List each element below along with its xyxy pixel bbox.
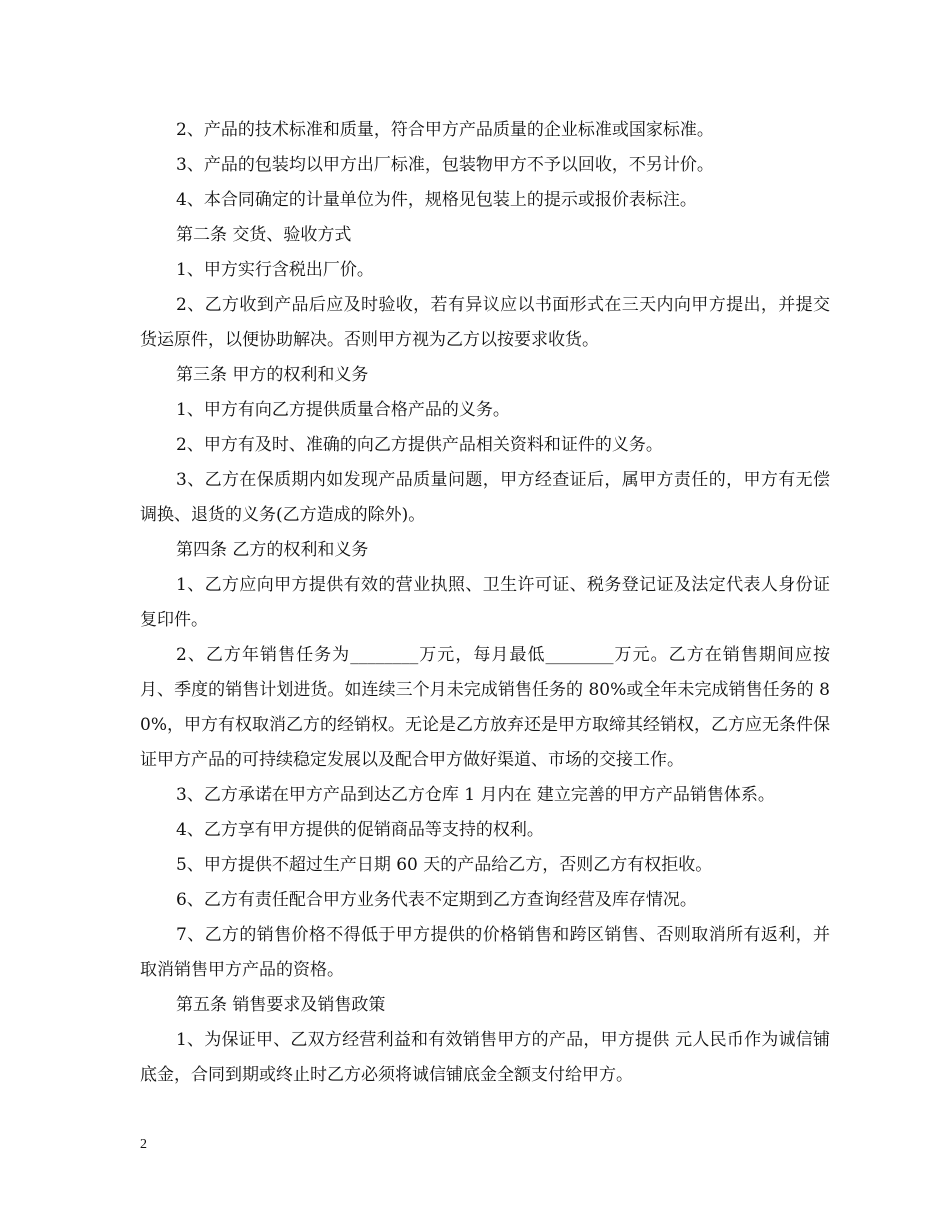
paragraph: 1、甲方有向乙方提供质量合格产品的义务。 bbox=[176, 400, 510, 420]
paragraph: 6、乙方有责任配合甲方业务代表不定期到乙方查询经营及库存情况。 bbox=[176, 890, 697, 910]
paragraph: 4、本合同确定的计量单位为件，规格见包装上的提示或报价表标注。 bbox=[176, 190, 697, 210]
paragraph: 1、甲方实行含税出厂价。 bbox=[176, 260, 374, 280]
page-number: 2 bbox=[140, 1137, 147, 1152]
paragraph: 3、乙方在保质期内如发现产品质量问题，甲方经查证后，属甲方责任的，甲方有无偿调换、退货的义务(乙方造成的除外)。 bbox=[140, 470, 830, 525]
paragraph: 7、乙方的销售价格不得低于甲方提供的价格销售和跨区销售、否则取消所有返利，并取消销售甲方产品的资格。 bbox=[140, 925, 830, 980]
paragraph: 2、乙方年销售任务为________万元，每月最低________万元。乙方在销售期间应按月、季度的销售计划进货。如连续三个月未完成销售任务的 80%或全年未完成销售任务的 80%，甲方有权取消乙方的经销权。无论是乙方放弃还是甲方取缔其经销权，乙方应无条件保证甲方产品的可持续稳定发展以及配合甲方做好渠道、市场的交接工作。 bbox=[140, 645, 830, 770]
paragraph: 4、乙方享有甲方提供的促销商品等支持的权利。 bbox=[176, 820, 544, 840]
paragraph: 3、乙方承诺在甲方产品到达乙方仓库 1 月内在 建立完善的甲方产品销售体系。 bbox=[176, 785, 775, 805]
section-heading: 第三条 甲方的权利和义务 bbox=[176, 365, 369, 385]
document-body bbox=[140, 113, 830, 1093]
section-heading: 第五条 销售要求及销售政策 bbox=[176, 995, 386, 1015]
paragraph: 1、为保证甲、乙双方经营利益和有效销售甲方的产品，甲方提供 元人民币作为诚信铺底金，合同到期或终止时乙方必须将诚信铺底金全额支付给甲方。 bbox=[140, 1030, 830, 1085]
paragraph: 2、乙方收到产品后应及时验收，若有异议应以书面形式在三天内向甲方提出，并提交货运原件，以便协助解决。否则甲方视为乙方以按要求收货。 bbox=[140, 295, 830, 350]
paragraph: 2、产品的技术标准和质量，符合甲方产品质量的企业标准或国家标准。 bbox=[176, 120, 714, 140]
section-heading: 第四条 乙方的权利和义务 bbox=[176, 540, 369, 560]
section-heading: 第二条 交货、验收方式 bbox=[176, 225, 352, 245]
paragraph: 3、产品的包装均以甲方出厂标准，包装物甲方不予以回收，不另计价。 bbox=[176, 155, 714, 175]
paragraph: 5、甲方提供不超过生产日期 60 天的产品给乙方，否则乙方有权拒收。 bbox=[176, 855, 713, 875]
paragraph: 2、甲方有及时、准确的向乙方提供产品相关资料和证件的义务。 bbox=[176, 435, 663, 455]
paragraph: 1、乙方应向甲方提供有效的营业执照、卫生许可证、税务登记证及法定代表人身份证复印件。 bbox=[140, 575, 830, 630]
